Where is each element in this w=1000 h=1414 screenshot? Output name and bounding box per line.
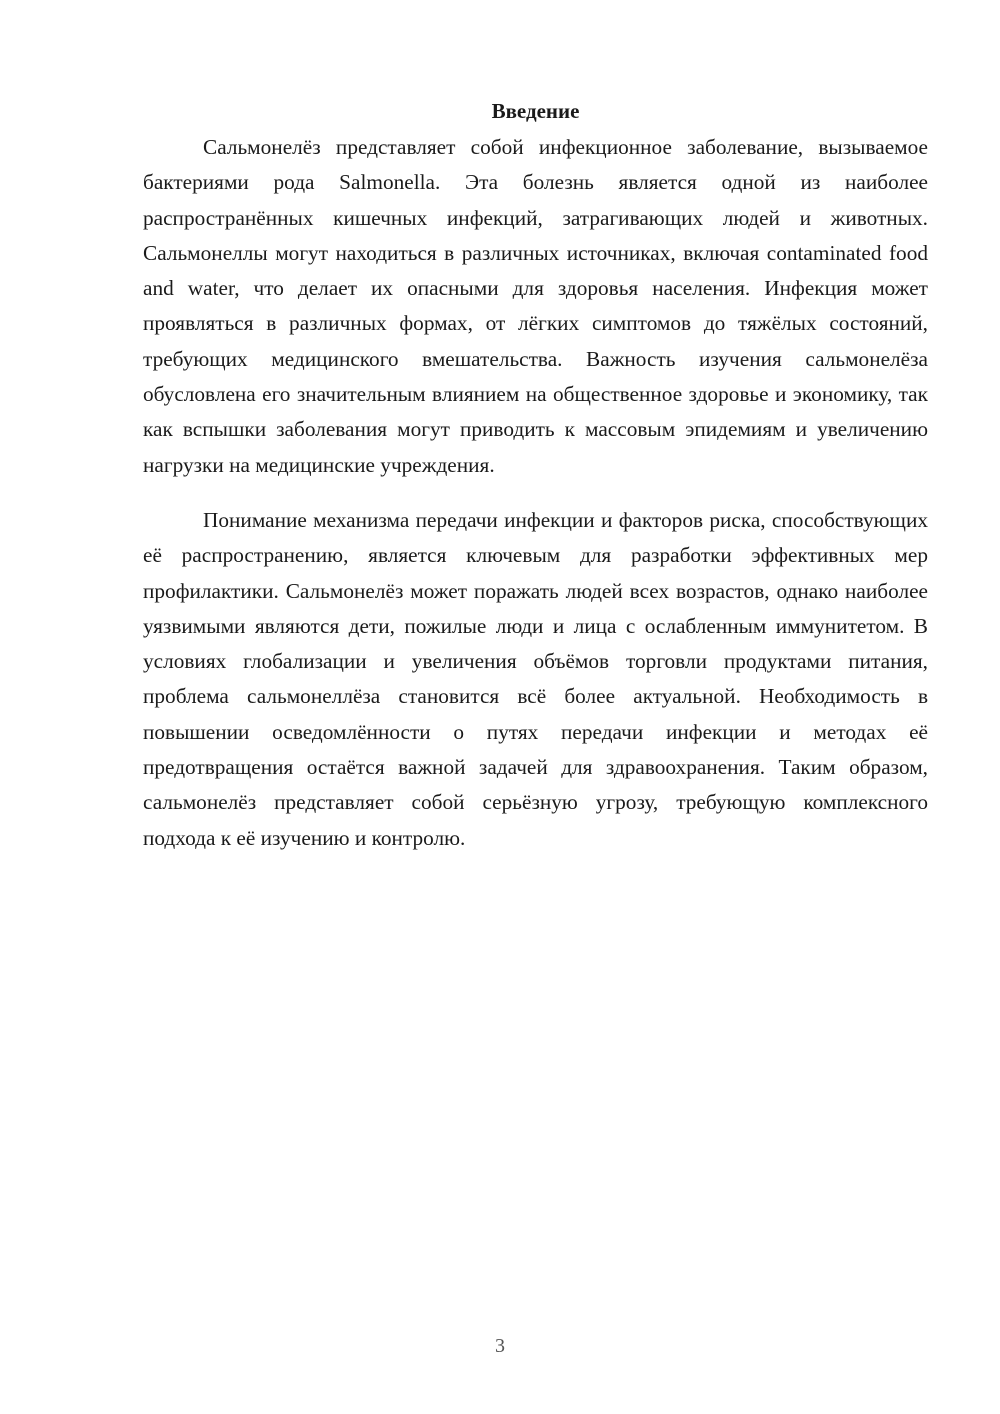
section-heading: Введение (491, 99, 580, 123)
paragraph-1: Сальмонелёз представляет собой инфекционное заболевание, вызываемое бактериями рода Salmonella. Эта болезнь является одной из наиболее распространённых кишечных инфекций, затрагивающих людей и животных. Сальмонеллы могут находиться в различных источниках, включая contaminated food and water, что делает их опасными для здоровья населения. Инфекция может проявляться в различных формах, от лёгких симптомов до тяжёлых состояний, требующих медицинского вмешательства. Важность изучения сальмонелёза обусловлена его значительным влиянием на общественное здоровье и экономику, так как вспышки заболевания могут приводить к массовым эпидемиям и увеличению нагрузки на медицинские учреждения. (143, 135, 928, 477)
paragraph-2: Понимание механизма передачи инфекции и факторов риска, способствующих её распространению, является ключевым для разработки эффективных мер профилактики. Сальмонелёз может поражать людей всех возрастов, однако наиболее уязвимыми являются дети, пожилые люди и лица с ослабленным иммунитетом. В условиях глобализации и увеличения объёмов торговли продуктами питания, проблема сальмонеллёза становится всё более актуальной. Необходимость в повышении осведомлённости о путях передачи инфекции и методах её предотвращения остаётся важной задачей для здравоохранения. Таким образом, сальмонелёз представляет собой серьёзную угрозу, требующую комплексного подхода к её изучению и контролю. (143, 507, 928, 850)
page-number: 3 (495, 1335, 505, 1357)
page-content (143, 96, 928, 856)
